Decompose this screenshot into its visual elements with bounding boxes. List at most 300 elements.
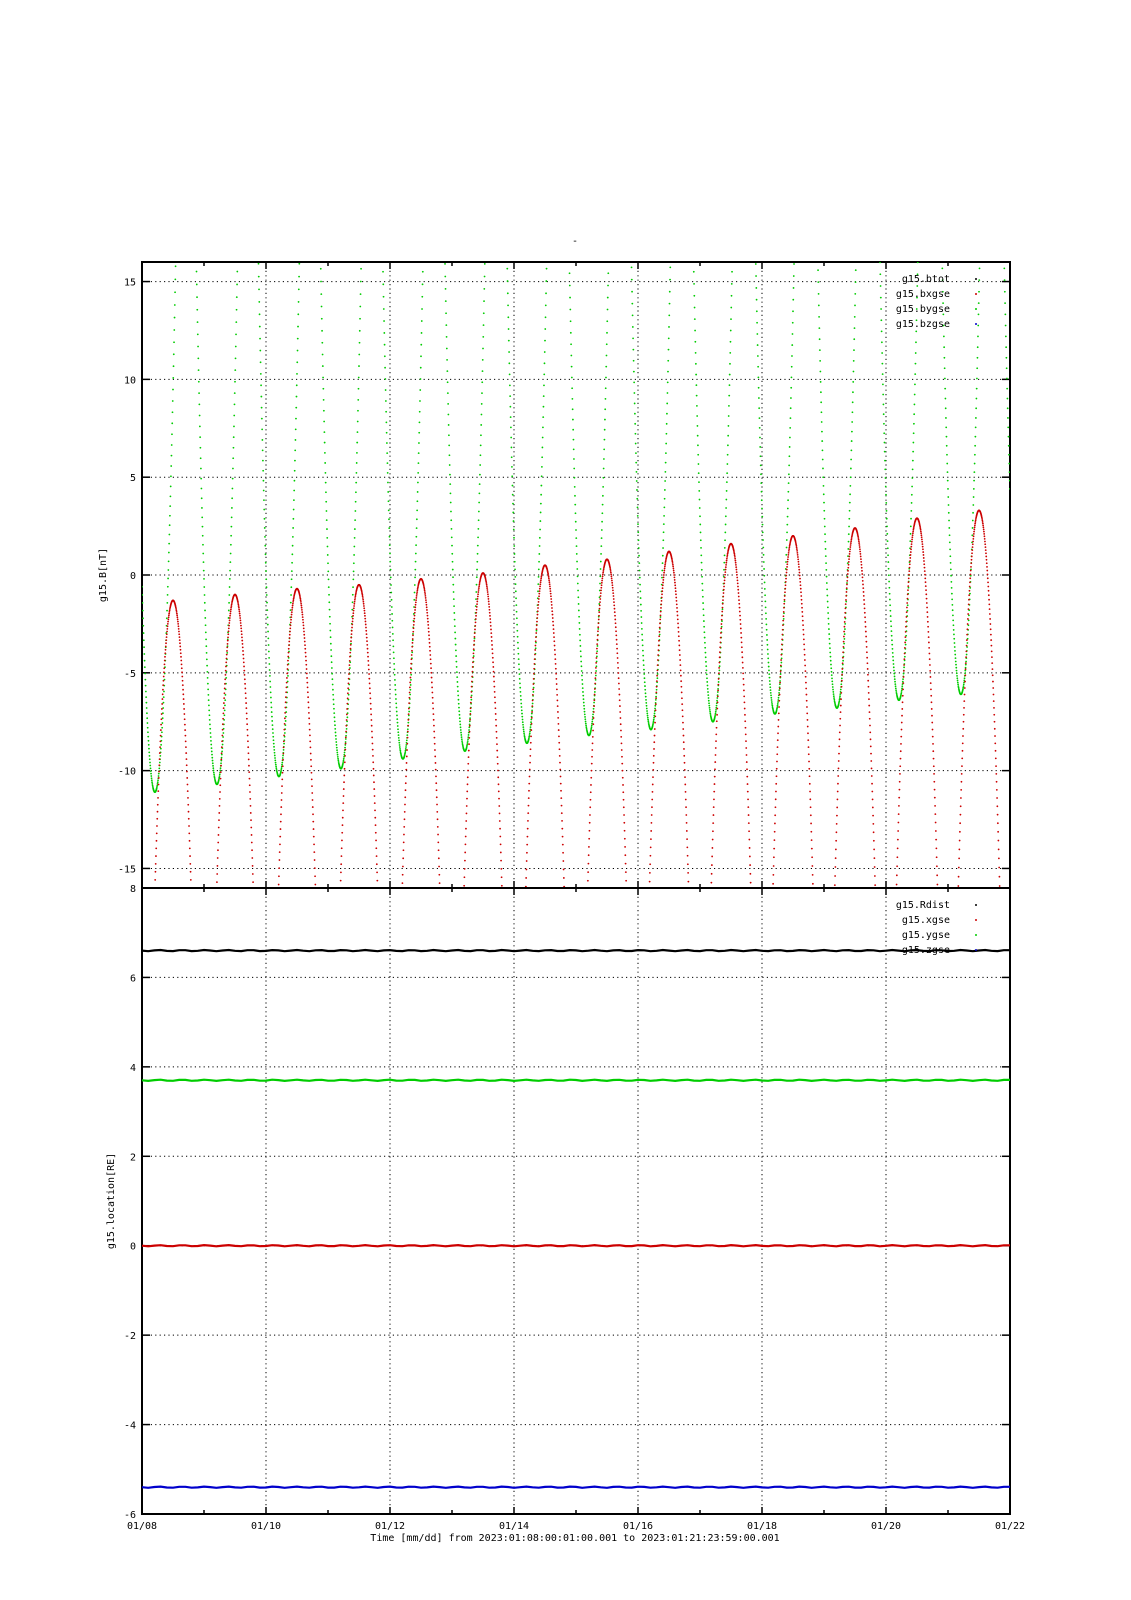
data-point [659, 631, 661, 633]
data-point [760, 473, 762, 475]
data-point [180, 652, 182, 654]
data-point [361, 594, 363, 596]
data-point [436, 804, 438, 806]
data-point [658, 645, 660, 647]
data-point [415, 599, 417, 601]
data-point [790, 417, 792, 419]
data-point [280, 821, 282, 823]
data-point [645, 692, 647, 694]
data-point [595, 675, 597, 677]
data-point [544, 340, 546, 342]
data-point [301, 609, 303, 611]
data-point [850, 539, 852, 541]
data-point [719, 646, 721, 648]
data-point [1006, 367, 1008, 369]
data-point [203, 561, 205, 563]
data-point [844, 626, 846, 628]
data-point [500, 868, 502, 870]
data-point [520, 703, 522, 705]
data-point [364, 618, 366, 620]
data-point [887, 540, 889, 542]
data-point [696, 415, 698, 417]
data-point [205, 645, 207, 647]
data-point [280, 806, 282, 808]
data-point [853, 371, 855, 373]
data-point [353, 554, 355, 556]
data-point [726, 554, 728, 556]
data-point [574, 495, 576, 497]
data-point [155, 847, 157, 849]
data-point [847, 573, 849, 575]
data-point [271, 720, 273, 722]
data-point [515, 597, 517, 599]
data-point [298, 263, 300, 265]
data-point [510, 416, 512, 418]
data-point [485, 582, 487, 584]
data-point [863, 591, 865, 593]
data-point [656, 669, 658, 671]
data-point [771, 705, 773, 707]
data-point [757, 376, 759, 378]
data-point [887, 561, 889, 563]
data-point [822, 459, 824, 461]
data-point [273, 746, 275, 748]
data-point [974, 521, 976, 523]
data-point [186, 764, 188, 766]
data-point [644, 681, 646, 683]
data-point [467, 770, 469, 772]
data-point [848, 518, 850, 520]
data-point [741, 651, 743, 653]
data-point [259, 338, 261, 340]
data-point [669, 279, 671, 281]
data-point [308, 717, 310, 719]
data-point [527, 828, 529, 830]
data-point [185, 752, 187, 754]
data-point [982, 525, 984, 527]
data-point [233, 436, 235, 438]
data-point [159, 762, 161, 764]
data-point [665, 462, 667, 464]
data-point [385, 400, 387, 402]
data-point [483, 300, 485, 302]
data-point [399, 750, 401, 752]
data-point [687, 881, 689, 883]
data-point [384, 378, 386, 380]
data-point [198, 381, 200, 383]
data-point [621, 763, 623, 765]
data-point [792, 322, 794, 324]
legend-label: g15.ygse [901, 930, 950, 941]
data-point [900, 693, 902, 695]
data-point [868, 705, 870, 707]
data-point [577, 590, 579, 592]
data-point [297, 326, 299, 328]
data-point [871, 775, 873, 777]
data-point [147, 731, 149, 733]
data-point [404, 818, 406, 820]
data-point [912, 469, 914, 471]
data-point [251, 834, 253, 836]
data-point [478, 587, 480, 589]
data-point [931, 701, 933, 703]
data-point [961, 773, 963, 775]
data-point [612, 587, 614, 589]
data-point [229, 615, 231, 617]
data-point [390, 584, 392, 586]
data-point [282, 753, 284, 755]
data-point [926, 598, 928, 600]
data-point [203, 578, 205, 580]
data-point [547, 574, 549, 576]
data-point [738, 592, 740, 594]
data-point [573, 449, 575, 451]
data-point [285, 701, 287, 703]
data-point [234, 381, 236, 383]
data-point [451, 528, 453, 530]
data-point [549, 588, 551, 590]
data-point [912, 451, 914, 453]
data-point [784, 595, 786, 597]
data-point [915, 341, 917, 343]
data-point [645, 699, 647, 701]
data-point [156, 832, 158, 834]
data-point [333, 703, 335, 705]
data-point [702, 602, 704, 604]
data-point [682, 715, 684, 717]
data-point [957, 685, 959, 687]
data-point [352, 601, 354, 603]
data-point [736, 574, 738, 576]
data-point [363, 607, 365, 609]
data-point [189, 840, 191, 842]
data-point [680, 669, 682, 671]
data-point [167, 578, 169, 580]
data-point [706, 669, 708, 671]
data-point [432, 697, 434, 699]
data-point [163, 696, 165, 698]
data-point [632, 314, 634, 316]
data-point [275, 764, 277, 766]
data-point [747, 798, 749, 800]
data-point [976, 378, 978, 380]
data-point [831, 677, 833, 679]
data-point [143, 653, 145, 655]
data-point [474, 636, 476, 638]
data-point [800, 595, 802, 597]
data-point [991, 645, 993, 647]
data-point [236, 284, 238, 286]
data-point [177, 623, 179, 625]
data-point [292, 536, 294, 538]
data-point [224, 683, 226, 685]
data-point [805, 688, 807, 690]
data-point [148, 744, 150, 746]
data-point [326, 510, 328, 512]
data-point [581, 670, 583, 672]
data-point [517, 647, 519, 649]
data-point [150, 768, 152, 770]
data-point [792, 310, 794, 312]
data-point [777, 739, 779, 741]
data-point [738, 599, 740, 601]
data-point [468, 743, 470, 745]
data-point [413, 621, 415, 623]
data-point [438, 849, 440, 851]
data-point [923, 554, 925, 556]
data-point [199, 436, 201, 438]
data-point [542, 416, 544, 418]
data-point [534, 663, 536, 665]
data-point [612, 590, 614, 592]
data-point [681, 697, 683, 699]
data-point [786, 539, 788, 541]
data-point [622, 777, 624, 779]
data-point [589, 814, 591, 816]
data-point [736, 569, 738, 571]
data-point [727, 435, 729, 437]
data-point [845, 601, 847, 603]
data-point [591, 725, 593, 727]
data-point [755, 275, 757, 277]
data-point [342, 809, 344, 811]
data-point [891, 635, 893, 637]
data-point [168, 552, 170, 554]
data-point [898, 805, 900, 807]
data-point [467, 740, 469, 742]
data-point [281, 792, 283, 794]
data-point [744, 714, 746, 716]
data-point [885, 477, 887, 479]
data-point [168, 616, 170, 618]
data-point [512, 494, 514, 496]
data-point [535, 645, 537, 647]
data-point [245, 707, 247, 709]
data-point [855, 269, 857, 271]
data-point [431, 682, 433, 684]
data-point [613, 601, 615, 603]
data-point [773, 856, 775, 858]
data-point [414, 576, 416, 578]
data-point [205, 632, 207, 634]
data-point [684, 769, 686, 771]
data-point [599, 601, 601, 603]
data-point [588, 846, 590, 848]
data-point [589, 806, 591, 808]
data-point [624, 846, 626, 848]
data-point [991, 650, 993, 652]
data-point [902, 678, 904, 680]
data-point [973, 496, 975, 498]
data-point [227, 640, 229, 642]
data-point [904, 647, 906, 649]
data-point [561, 805, 563, 807]
data-point [722, 608, 724, 610]
data-point [982, 527, 984, 529]
data-point [865, 641, 867, 643]
data-point [811, 848, 813, 850]
data-point [661, 597, 663, 599]
data-point [619, 711, 621, 713]
data-point [212, 762, 214, 764]
data-point [961, 781, 963, 783]
data-point [701, 576, 703, 578]
data-point [383, 320, 385, 322]
data-point [896, 874, 898, 876]
data-point [540, 578, 542, 580]
data-point [643, 664, 645, 666]
data-point [719, 651, 721, 653]
data-point [964, 694, 966, 696]
data-point [969, 581, 971, 583]
data-point [217, 865, 219, 867]
data-point [848, 561, 850, 563]
data-point [634, 423, 636, 425]
data-point [798, 563, 800, 565]
data-point [827, 618, 829, 620]
data-point [269, 675, 271, 677]
data-point [509, 395, 511, 397]
data-point [903, 670, 905, 672]
data-point [694, 330, 696, 332]
data-point [419, 400, 421, 402]
data-point [601, 537, 603, 539]
data-point [637, 523, 639, 525]
data-point [391, 606, 393, 608]
data-point [424, 590, 426, 592]
data-point [424, 595, 426, 597]
data-point [784, 591, 786, 593]
data-point [758, 387, 760, 389]
data-point [881, 330, 883, 332]
data-point [273, 739, 275, 741]
data-point [389, 561, 391, 563]
data-point [654, 715, 656, 717]
data-point [473, 640, 475, 642]
data-point [359, 306, 361, 308]
data-point [840, 711, 842, 713]
data-point [889, 610, 891, 612]
data-point [778, 719, 780, 721]
data-point [687, 855, 689, 857]
data-point [844, 621, 846, 623]
data-point [901, 685, 903, 687]
data-point [176, 615, 178, 617]
data-point [717, 691, 719, 693]
data-point [762, 547, 764, 549]
data-point [327, 546, 329, 548]
data-point [828, 633, 830, 635]
data-point [904, 656, 906, 658]
data-point [337, 754, 339, 756]
data-point [801, 611, 803, 613]
data-point [187, 804, 189, 806]
data-point [926, 607, 928, 609]
data-point [724, 547, 726, 549]
data-point [893, 670, 895, 672]
data-point [159, 752, 161, 754]
data-point [883, 404, 885, 406]
data-point [903, 676, 905, 678]
data-point [593, 699, 595, 701]
data-point [410, 674, 412, 676]
data-point [995, 758, 997, 760]
data-point [703, 620, 705, 622]
data-point [595, 679, 597, 681]
data-point [492, 657, 494, 659]
data-point [208, 699, 210, 701]
data-point [788, 473, 790, 475]
data-point [280, 828, 282, 830]
data-point [221, 757, 223, 759]
data-point [382, 271, 384, 273]
data-point [526, 869, 528, 871]
data-point [538, 601, 540, 603]
data-point [398, 740, 400, 742]
data-point [746, 768, 748, 770]
data-point [820, 391, 822, 393]
data-point [853, 349, 855, 351]
data-point [218, 819, 220, 821]
data-point [313, 851, 315, 853]
data-point [739, 615, 741, 617]
data-point [583, 708, 585, 710]
data-point [888, 587, 890, 589]
data-point [354, 595, 356, 597]
data-point [808, 746, 810, 748]
data-point [149, 765, 151, 767]
data-point [833, 695, 835, 697]
data-point [384, 367, 386, 369]
data-point [988, 599, 990, 601]
data-point [775, 798, 777, 800]
data-point [588, 863, 590, 865]
data-point [236, 271, 238, 273]
data-point [548, 578, 550, 580]
data-point [599, 598, 601, 600]
data-point [800, 588, 802, 590]
data-point [831, 681, 833, 683]
data-point [679, 664, 681, 666]
data-point [967, 623, 969, 625]
data-point [884, 460, 886, 462]
data-point [392, 646, 394, 648]
data-point [615, 630, 617, 632]
data-point [784, 599, 786, 601]
data-point [464, 868, 466, 870]
data-point [803, 634, 805, 636]
data-point [903, 673, 905, 675]
data-point [242, 643, 244, 645]
data-point [697, 425, 699, 427]
data-point [590, 728, 592, 730]
data-point [997, 814, 999, 816]
data-point [548, 579, 550, 581]
data-point [872, 807, 874, 809]
data-point [258, 288, 260, 290]
data-point [808, 753, 810, 755]
data-point [867, 668, 869, 670]
data-point [582, 691, 584, 693]
data-point [911, 502, 913, 504]
data-point [362, 601, 364, 603]
data-point [249, 791, 251, 793]
data-point [695, 384, 697, 386]
data-point [358, 377, 360, 379]
data-point [158, 764, 160, 766]
data-point [693, 271, 695, 273]
data-point [291, 570, 293, 572]
